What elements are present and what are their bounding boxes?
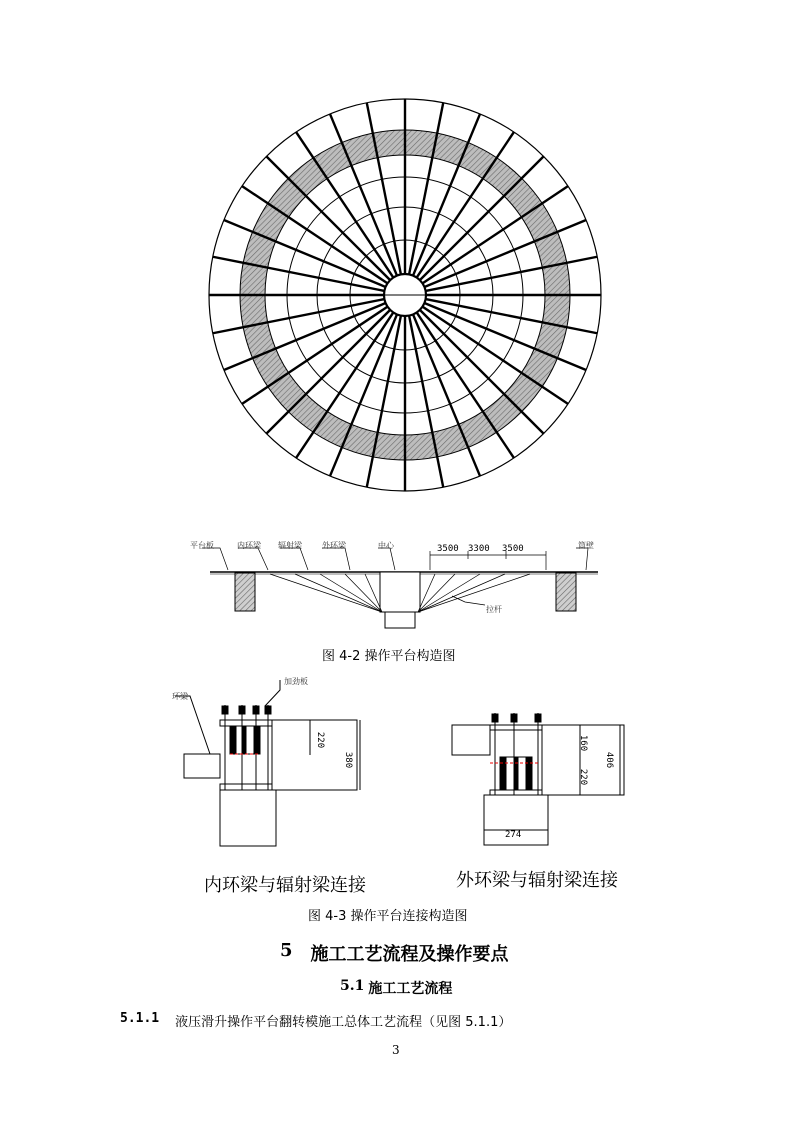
section-heading — [280, 940, 509, 966]
dim-3500-b: 3500 — [502, 544, 524, 554]
dim-220-left: 220 — [315, 731, 326, 749]
paragraph-text: 液压滑升操作平台翻转模施工总体工艺流程（见图 5.1.1） — [175, 1015, 512, 1030]
section-number: 5 — [280, 940, 293, 961]
right-wall — [556, 573, 576, 611]
label-radial-beam: 辐射梁 — [278, 541, 302, 550]
label-inner-ring: 内环梁 — [237, 541, 261, 550]
subsection-number: 5.1 — [340, 978, 365, 994]
outer-ring-connection-drawing — [440, 705, 630, 855]
dim-380: 380 — [343, 751, 354, 769]
figure-4-2-caption: 图 4-2 操作平台构造图 — [322, 649, 456, 664]
paragraph-5-1-1 — [120, 1011, 511, 1030]
dim-274: 274 — [505, 830, 522, 840]
label-center: 中心 — [378, 541, 394, 550]
dim-3300: 3300 — [468, 544, 490, 554]
dim-160: 160 — [578, 734, 589, 752]
page-number: 3 — [392, 1043, 400, 1057]
inner-ring-connection-drawing — [170, 680, 370, 850]
label-stiffener: 加劲板 — [284, 677, 308, 686]
dim-3500-a: 3500 — [437, 544, 459, 554]
right-detail-title: 外环梁与辐射梁连接 — [456, 870, 618, 891]
left-wall — [235, 573, 255, 611]
label-deck: 平台板 — [190, 541, 214, 550]
left-detail-title: 内环梁与辐射梁连接 — [204, 875, 366, 896]
label-outer-ring: 外环梁 — [322, 541, 346, 550]
figure-4-3-caption: 图 4-3 操作平台连接构造图 — [308, 909, 468, 924]
platform-plan-drawing — [200, 90, 610, 500]
subsection-title: 施工工艺流程 — [368, 981, 453, 997]
paragraph-number: 5.1.1 — [120, 1011, 160, 1026]
label-tie-rod: 拉杆 — [486, 605, 502, 614]
subsection-heading — [340, 978, 452, 998]
dim-220-right: 220 — [578, 768, 589, 786]
dim-406: 406 — [604, 751, 615, 769]
label-wall: 筒壁 — [578, 541, 594, 550]
section-title: 施工工艺流程及操作要点 — [310, 944, 509, 965]
label-ring-beam: 环梁 — [172, 692, 188, 701]
